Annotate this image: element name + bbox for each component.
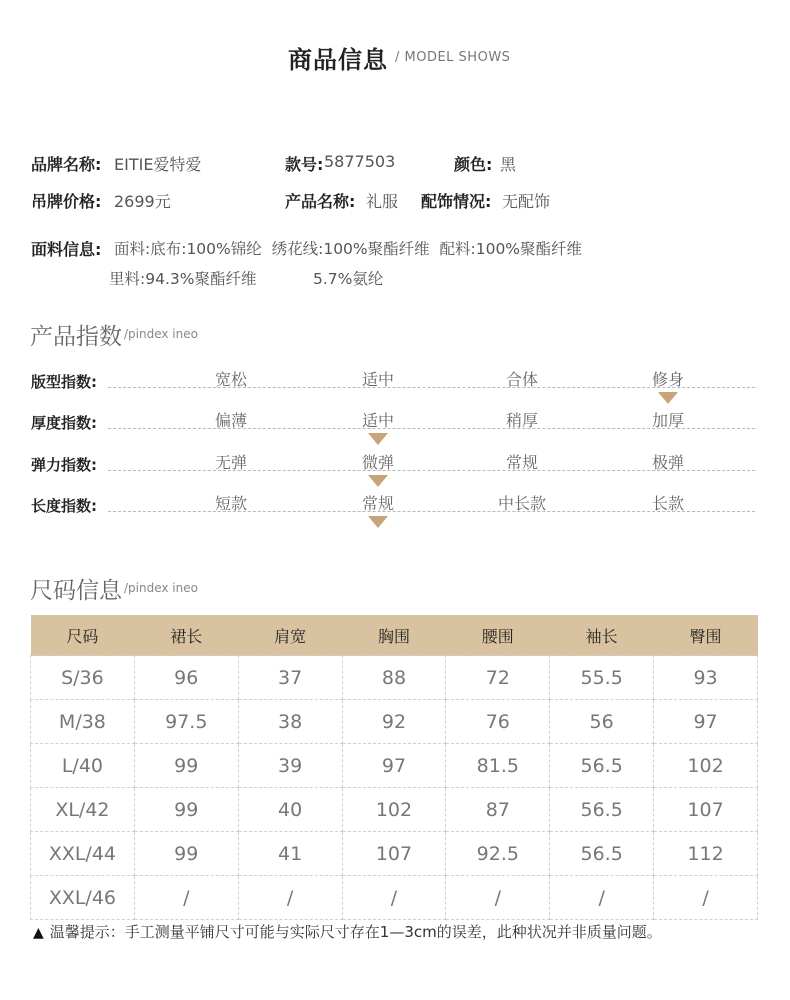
measurement-cell: 56.5: [550, 788, 654, 832]
col-header: 肩宽: [238, 615, 342, 656]
accessory-label: 配饰情况:: [421, 192, 492, 211]
price-value: 2699元: [114, 192, 171, 211]
size-cell: XXL/46: [31, 876, 135, 920]
col-header: 裙长: [134, 615, 238, 656]
brand-label: 品牌名称:: [31, 155, 102, 174]
style-no-value: 5877503: [324, 152, 396, 171]
page-title: 商品信息: [288, 46, 388, 74]
measurement-cell: 87: [446, 788, 550, 832]
col-header: 腰围: [446, 615, 550, 656]
measurement-cell: 38: [238, 700, 342, 744]
index-option: 宽松: [214, 370, 247, 389]
measurement-cell: 92.5: [446, 832, 550, 876]
index-option: 常规: [505, 453, 538, 472]
index-row-divider: [108, 511, 755, 512]
measurement-cell: 96: [134, 656, 238, 700]
measurement-cell: 37: [238, 656, 342, 700]
index-row-divider: [108, 470, 755, 471]
measurement-cell: 97: [342, 744, 446, 788]
fabric-line-2a: 里料:94.3%聚酯纤维: [109, 270, 257, 288]
index-option: 加厚: [651, 411, 684, 430]
warning-triangle-icon: ▲: [33, 925, 44, 941]
product-name-value: 礼服: [366, 192, 399, 211]
measurement-cell: 92: [342, 700, 446, 744]
measurement-cell: /: [654, 876, 758, 920]
index-option: 适中: [361, 370, 394, 389]
measurement-cell: 99: [134, 744, 238, 788]
style-no-label: 款号:: [285, 155, 324, 174]
measurement-cell: 39: [238, 744, 342, 788]
measurement-cell: 81.5: [446, 744, 550, 788]
product-index-subtitle: /pindex ineo: [124, 327, 198, 341]
size-cell: M/38: [31, 700, 135, 744]
product-index-title: 产品指数: [30, 324, 122, 350]
size-info-subtitle: /pindex ineo: [124, 581, 198, 595]
measurement-cell: 72: [446, 656, 550, 700]
size-table-header: [31, 615, 758, 656]
table-row: [31, 876, 758, 920]
index-option: 稍厚: [505, 411, 538, 430]
measurement-cell: /: [342, 876, 446, 920]
index-row-label: 版型指数:: [31, 373, 97, 391]
size-cell: XL/42: [31, 788, 135, 832]
measurement-cell: 76: [446, 700, 550, 744]
measurement-tip: [33, 921, 662, 942]
color-value: 黑: [500, 155, 517, 174]
size-info-title: 尺码信息: [30, 578, 122, 604]
col-header: 袖长: [550, 615, 654, 656]
index-option: 长款: [651, 494, 684, 513]
fabric-label: 面料信息:: [31, 240, 102, 259]
index-option: 微弹: [361, 453, 394, 472]
index-row-divider: [108, 387, 755, 388]
measurement-cell: 99: [134, 788, 238, 832]
measurement-cell: 55.5: [550, 656, 654, 700]
size-cell: XXL/44: [31, 832, 135, 876]
measurement-cell: 112: [654, 832, 758, 876]
measurement-cell: 97: [654, 700, 758, 744]
table-row: [31, 744, 758, 788]
measurement-cell: 102: [342, 788, 446, 832]
col-header: 胸围: [342, 615, 446, 656]
index-option: 极弹: [651, 453, 684, 472]
index-option: 常规: [361, 494, 394, 513]
measurement-cell: 40: [238, 788, 342, 832]
index-option: 偏薄: [214, 411, 247, 430]
tip-text: 温馨提示：手工测量平铺尺寸可能与实际尺寸存在1—3cm的误差，此种状况并非质量问题。: [49, 923, 662, 941]
selected-marker-icon: [368, 516, 388, 528]
measurement-cell: 102: [654, 744, 758, 788]
index-option: 修身: [651, 370, 684, 389]
measurement-cell: /: [550, 876, 654, 920]
fabric-line-2b: 5.7%氨纶: [313, 270, 384, 288]
measurement-cell: 107: [342, 832, 446, 876]
measurement-cell: 41: [238, 832, 342, 876]
page-subtitle: / MODEL SHOWS: [395, 50, 511, 65]
fabric-line-1: 面料:底布:100%锦纶 绣花线:100%聚酯纤维 配料:100%聚酯纤维: [114, 240, 583, 258]
measurement-cell: 56: [550, 700, 654, 744]
table-row: [31, 656, 758, 700]
index-row-label: 弹力指数:: [31, 456, 97, 474]
size-cell: L/40: [31, 744, 135, 788]
index-option: 中长款: [497, 494, 546, 513]
selected-marker-icon: [658, 392, 678, 404]
index-row-label: 厚度指数:: [31, 414, 97, 432]
index-option: 无弹: [214, 453, 247, 472]
measurement-cell: 88: [342, 656, 446, 700]
index-row-divider: [108, 428, 755, 429]
size-table: [30, 615, 758, 920]
measurement-cell: 56.5: [550, 832, 654, 876]
measurement-cell: 99: [134, 832, 238, 876]
index-option: 短款: [214, 494, 247, 513]
col-header: 尺码: [31, 615, 135, 656]
measurement-cell: 56.5: [550, 744, 654, 788]
size-cell: S/36: [31, 656, 135, 700]
table-row: [31, 832, 758, 876]
measurement-cell: 93: [654, 656, 758, 700]
table-row: [31, 700, 758, 744]
measurement-cell: /: [134, 876, 238, 920]
col-header: 臀围: [654, 615, 758, 656]
measurement-cell: 107: [654, 788, 758, 832]
measurement-cell: /: [446, 876, 550, 920]
table-row: [31, 788, 758, 832]
selected-marker-icon: [368, 475, 388, 487]
index-option: 适中: [361, 411, 394, 430]
accessory-value: 无配饰: [502, 192, 551, 211]
color-label: 颜色:: [454, 155, 493, 174]
brand-value: EITIE爱特爱: [114, 155, 202, 174]
measurement-cell: /: [238, 876, 342, 920]
measurement-cell: 97.5: [134, 700, 238, 744]
product-name-label: 产品名称:: [285, 192, 356, 211]
index-row-label: 长度指数:: [31, 497, 97, 515]
selected-marker-icon: [368, 433, 388, 445]
index-option: 合体: [505, 370, 538, 389]
price-label: 吊牌价格:: [31, 192, 102, 211]
